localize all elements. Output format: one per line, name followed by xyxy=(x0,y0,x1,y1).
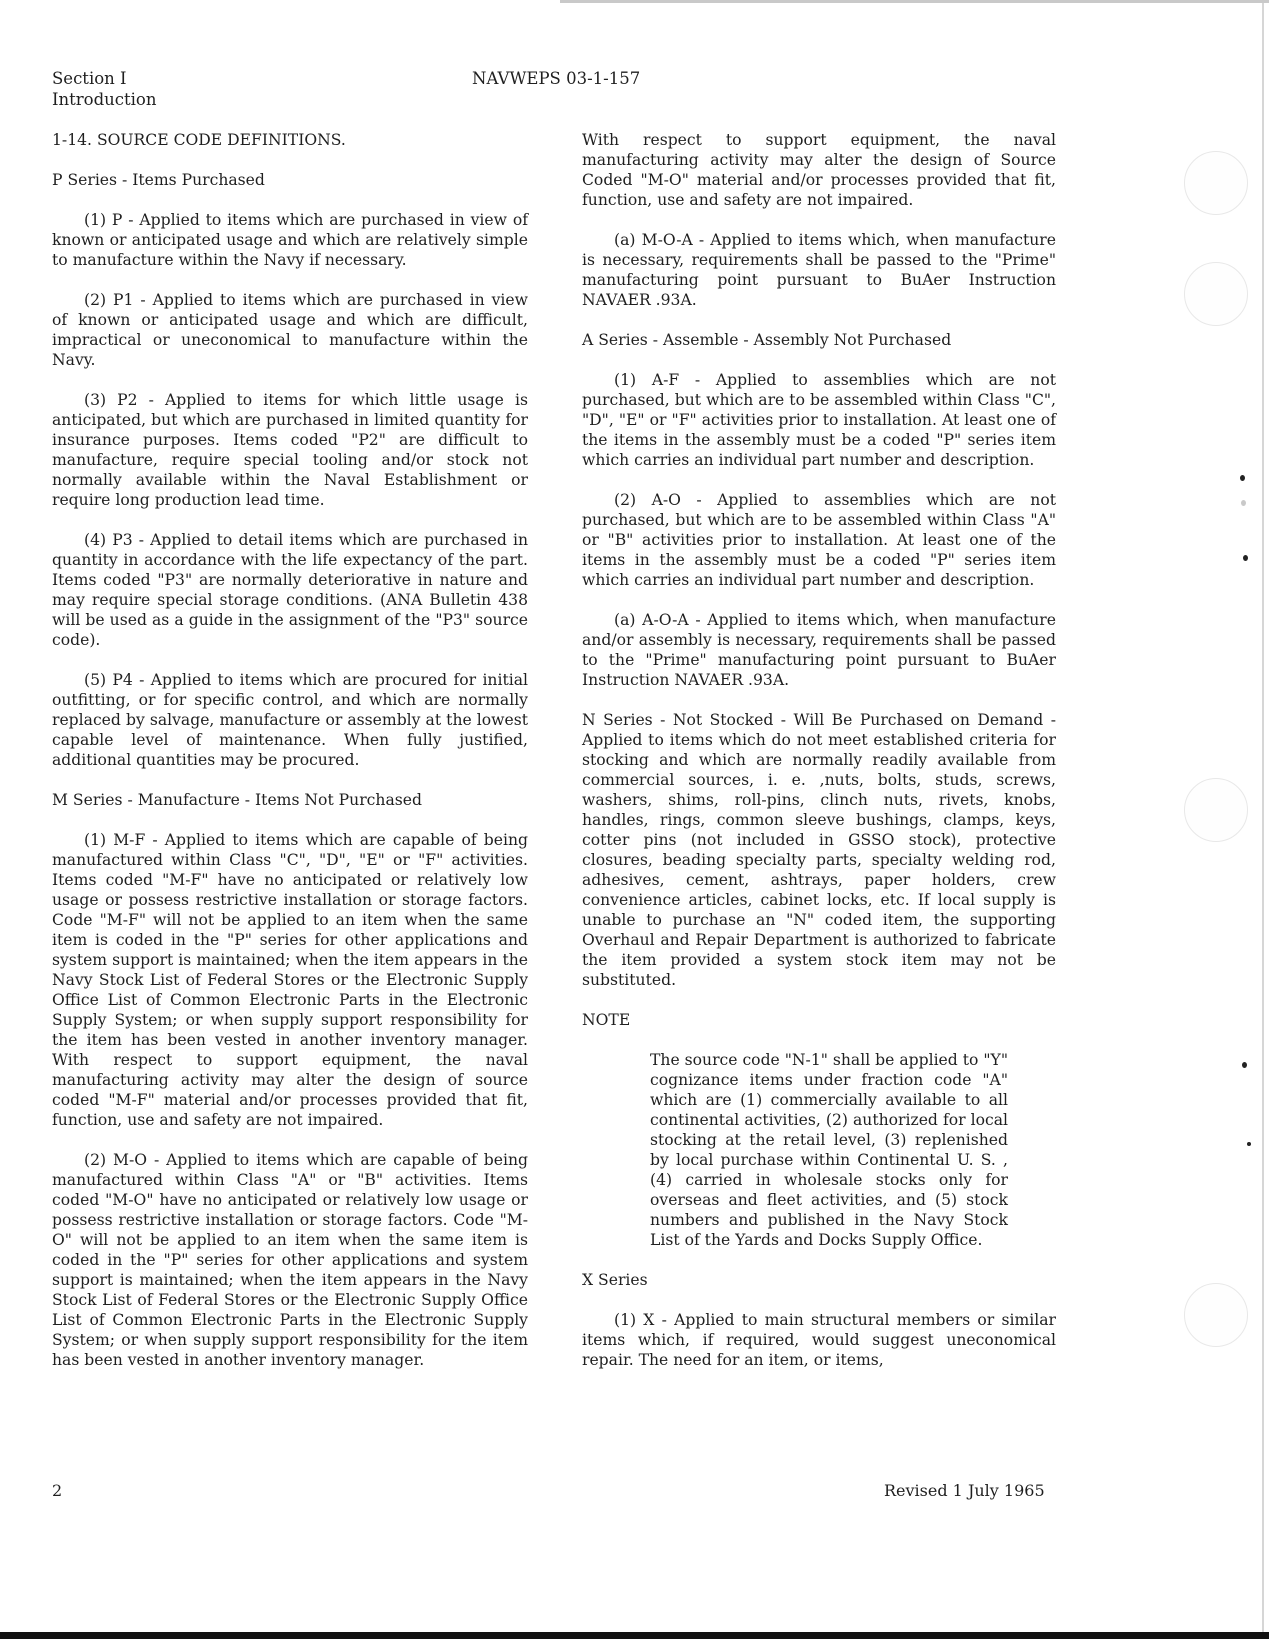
paragraph-p3: (4) P3 - Applied to detail items which are purchased in quantity in accordance with the life expectancy of the part. Items coded "P3" are normally deteriorative in nature and may require special storage conditions. (ANA Bulletin 438 will be used as a guide in the assignment of the "P3" source code). xyxy=(52,531,528,649)
left-column xyxy=(52,130,528,1370)
scan-speck xyxy=(1247,1142,1251,1146)
top-scan-edge xyxy=(560,0,1269,3)
x-series-heading: X Series xyxy=(582,1271,648,1289)
punch-hole-mark xyxy=(1184,778,1248,842)
m-series-heading: M Series - Manufacture - Items Not Purchased xyxy=(52,791,422,809)
note-heading: NOTE xyxy=(582,1011,631,1029)
paragraph-x: (1) X - Applied to main structural members or similar items which, if required, would suggest uneconomical repair. The need for an item, or items, xyxy=(582,1311,1056,1369)
section-number: Section I xyxy=(52,69,127,88)
paragraph-m-f: (1) M-F - Applied to items which are capable of being manufactured within Class "C", "D", "E" or "F" activities. Items coded "M-F" have no anticipated or relatively low usage or possess restrictive installation or storage factors. Code "M-F" will not be applied to an item when the same item is coded in the "P" series for other applications and system support is maintained; when the item appears in the Navy Stock List of Federal Stores or the Electronic Supply Office List of Common Electronic Parts in the Electronic Supply System; or when supply support responsibility for the item has been vested in another inventory manager. With respect to support equipment, the naval manufacturing activity may alter the design of source coded "M-F" material and/or processes provided that fit, function, use and safety are not impaired. xyxy=(52,831,528,1129)
paragraph-a-o-a: (a) A-O-A - Applied to items which, when manufacture and/or assembly is necessary, requirements shall be passed to the "Prime" manufacturing point pursuant to BuAer Instruction NAVAER .93A. xyxy=(582,611,1056,689)
page-number: 2 xyxy=(52,1481,63,1500)
section-label xyxy=(52,68,157,110)
paragraph-m-o-continued: With respect to support equipment, the naval manufacturing activity may alter the design of Source Coded "M-O" material and/or processes provided that fit, function, use and safety are not impaired. xyxy=(582,131,1056,209)
punch-hole-mark xyxy=(1184,1283,1248,1347)
section-title: Introduction xyxy=(52,90,157,109)
bottom-scan-edge xyxy=(0,1632,1269,1639)
scan-speck xyxy=(1243,555,1248,561)
scan-speck xyxy=(1240,475,1245,481)
p-series-heading: P Series - Items Purchased xyxy=(52,171,265,189)
right-scan-edge xyxy=(1262,3,1264,1632)
paragraph-a-o: (2) A-O - Applied to assemblies which are not purchased, but which are to be assembled within Class "A" or "B" activities prior to installation. At least one of the items in the assembly must be a coded "P" series item which carries an individual part number and description. xyxy=(582,491,1056,589)
punch-hole-mark xyxy=(1184,151,1248,215)
paragraph-p: (1) P - Applied to items which are purchased in view of known or anticipated usage and which are relatively simple to manufacture within the Navy if necessary. xyxy=(52,211,528,269)
paragraph-p2: (3) P2 - Applied to items for which little usage is anticipated, but which are purchased in limited quantity for insurance purposes. Items coded "P2" are difficult to manufacture, require special tooling and/or stock not normally available within the Naval Establishment or require long production lead time. xyxy=(52,391,528,509)
right-column xyxy=(582,130,1056,1370)
note-body: The source code "N-1" shall be applied to "Y" cognizance items under fraction code "A" which are (1) commercially available to all continental activities, (2) authorized for local stocking at the retail level, (3) replenished by local purchase within Continental U. S. , (4) carried in wholesale stocks only for overseas and fleet activities, and (5) stock numbers and published in the Navy Stock List of the Yards and Docks Supply Office. xyxy=(650,1051,1008,1249)
paragraph-a-f: (1) A-F - Applied to assemblies which are not purchased, but which are to be assembled within Class "C", "D", "E" or "F" activities prior to installation. At least one of the items in the assembly must be a coded "P" series item which carries an individual part number and description. xyxy=(582,371,1056,469)
punch-hole-mark xyxy=(1184,262,1248,326)
scan-speck xyxy=(1241,500,1246,506)
scan-speck xyxy=(1242,1062,1247,1068)
paragraph-m-o-a: (a) M-O-A - Applied to items which, when manufacture is necessary, requirements shall be passed to the "Prime" manufacturing point pursuant to BuAer Instruction NAVAER .93A. xyxy=(582,231,1056,309)
paragraph-p1: (2) P1 - Applied to items which are purchased in view of known or anticipated usage and which are difficult, impractical or uneconomical to manufacture within the Navy. xyxy=(52,291,528,369)
paragraph-n-series: N Series - Not Stocked - Will Be Purchased on Demand - Applied to items which do not meet established criteria for stocking and which are normally readily available from commercial sources, i. e. ,nuts, bolts, studs, screws, washers, shims, roll-pins, clinch nuts, rivets, knobs, handles, rings, common sleeve bushings, clamps, keys, cotter pins (not included in GSSO stock), protective closures, beading specialty parts, specialty welding rod, adhesives, cement, ashtrays, paper holders, crew convenience articles, cabinet locks, etc. If local supply is unable to purchase an "N" coded item, the supporting Overhaul and Repair Department is authorized to fabricate the item provided a system stock item may not be substituted. xyxy=(582,711,1056,989)
revision-date: Revised 1 July 1965 xyxy=(884,1481,1045,1500)
paragraph-p4: (5) P4 - Applied to items which are procured for initial outfitting, or for specific control, and which are normally replaced by salvage, manufacture or assembly at the lowest capable level of maintenance. When fully justified, additional quantities may be procured. xyxy=(52,671,528,769)
paragraph-m-o: (2) M-O - Applied to items which are capable of being manufactured within Class "A" or "B" activities. Items coded "M-O" have no anticipated or relatively low usage or possess restrictive installation or storage factors. Code "M-O" will not be applied to an item when the same item is coded in the "P" series for other applications and system support is maintained; when the item appears in the Navy Stock List of Federal Stores or the Electronic Supply Office List of Common Electronic Parts in the Electronic Supply System; or when supply support responsibility for the item has been vested in another inventory manager. xyxy=(52,1151,528,1369)
document-number: NAVWEPS 03-1-157 xyxy=(472,69,641,88)
section-title-source-codes: 1-14. SOURCE CODE DEFINITIONS. xyxy=(52,131,346,149)
a-series-heading: A Series - Assemble - Assembly Not Purchased xyxy=(582,331,952,349)
